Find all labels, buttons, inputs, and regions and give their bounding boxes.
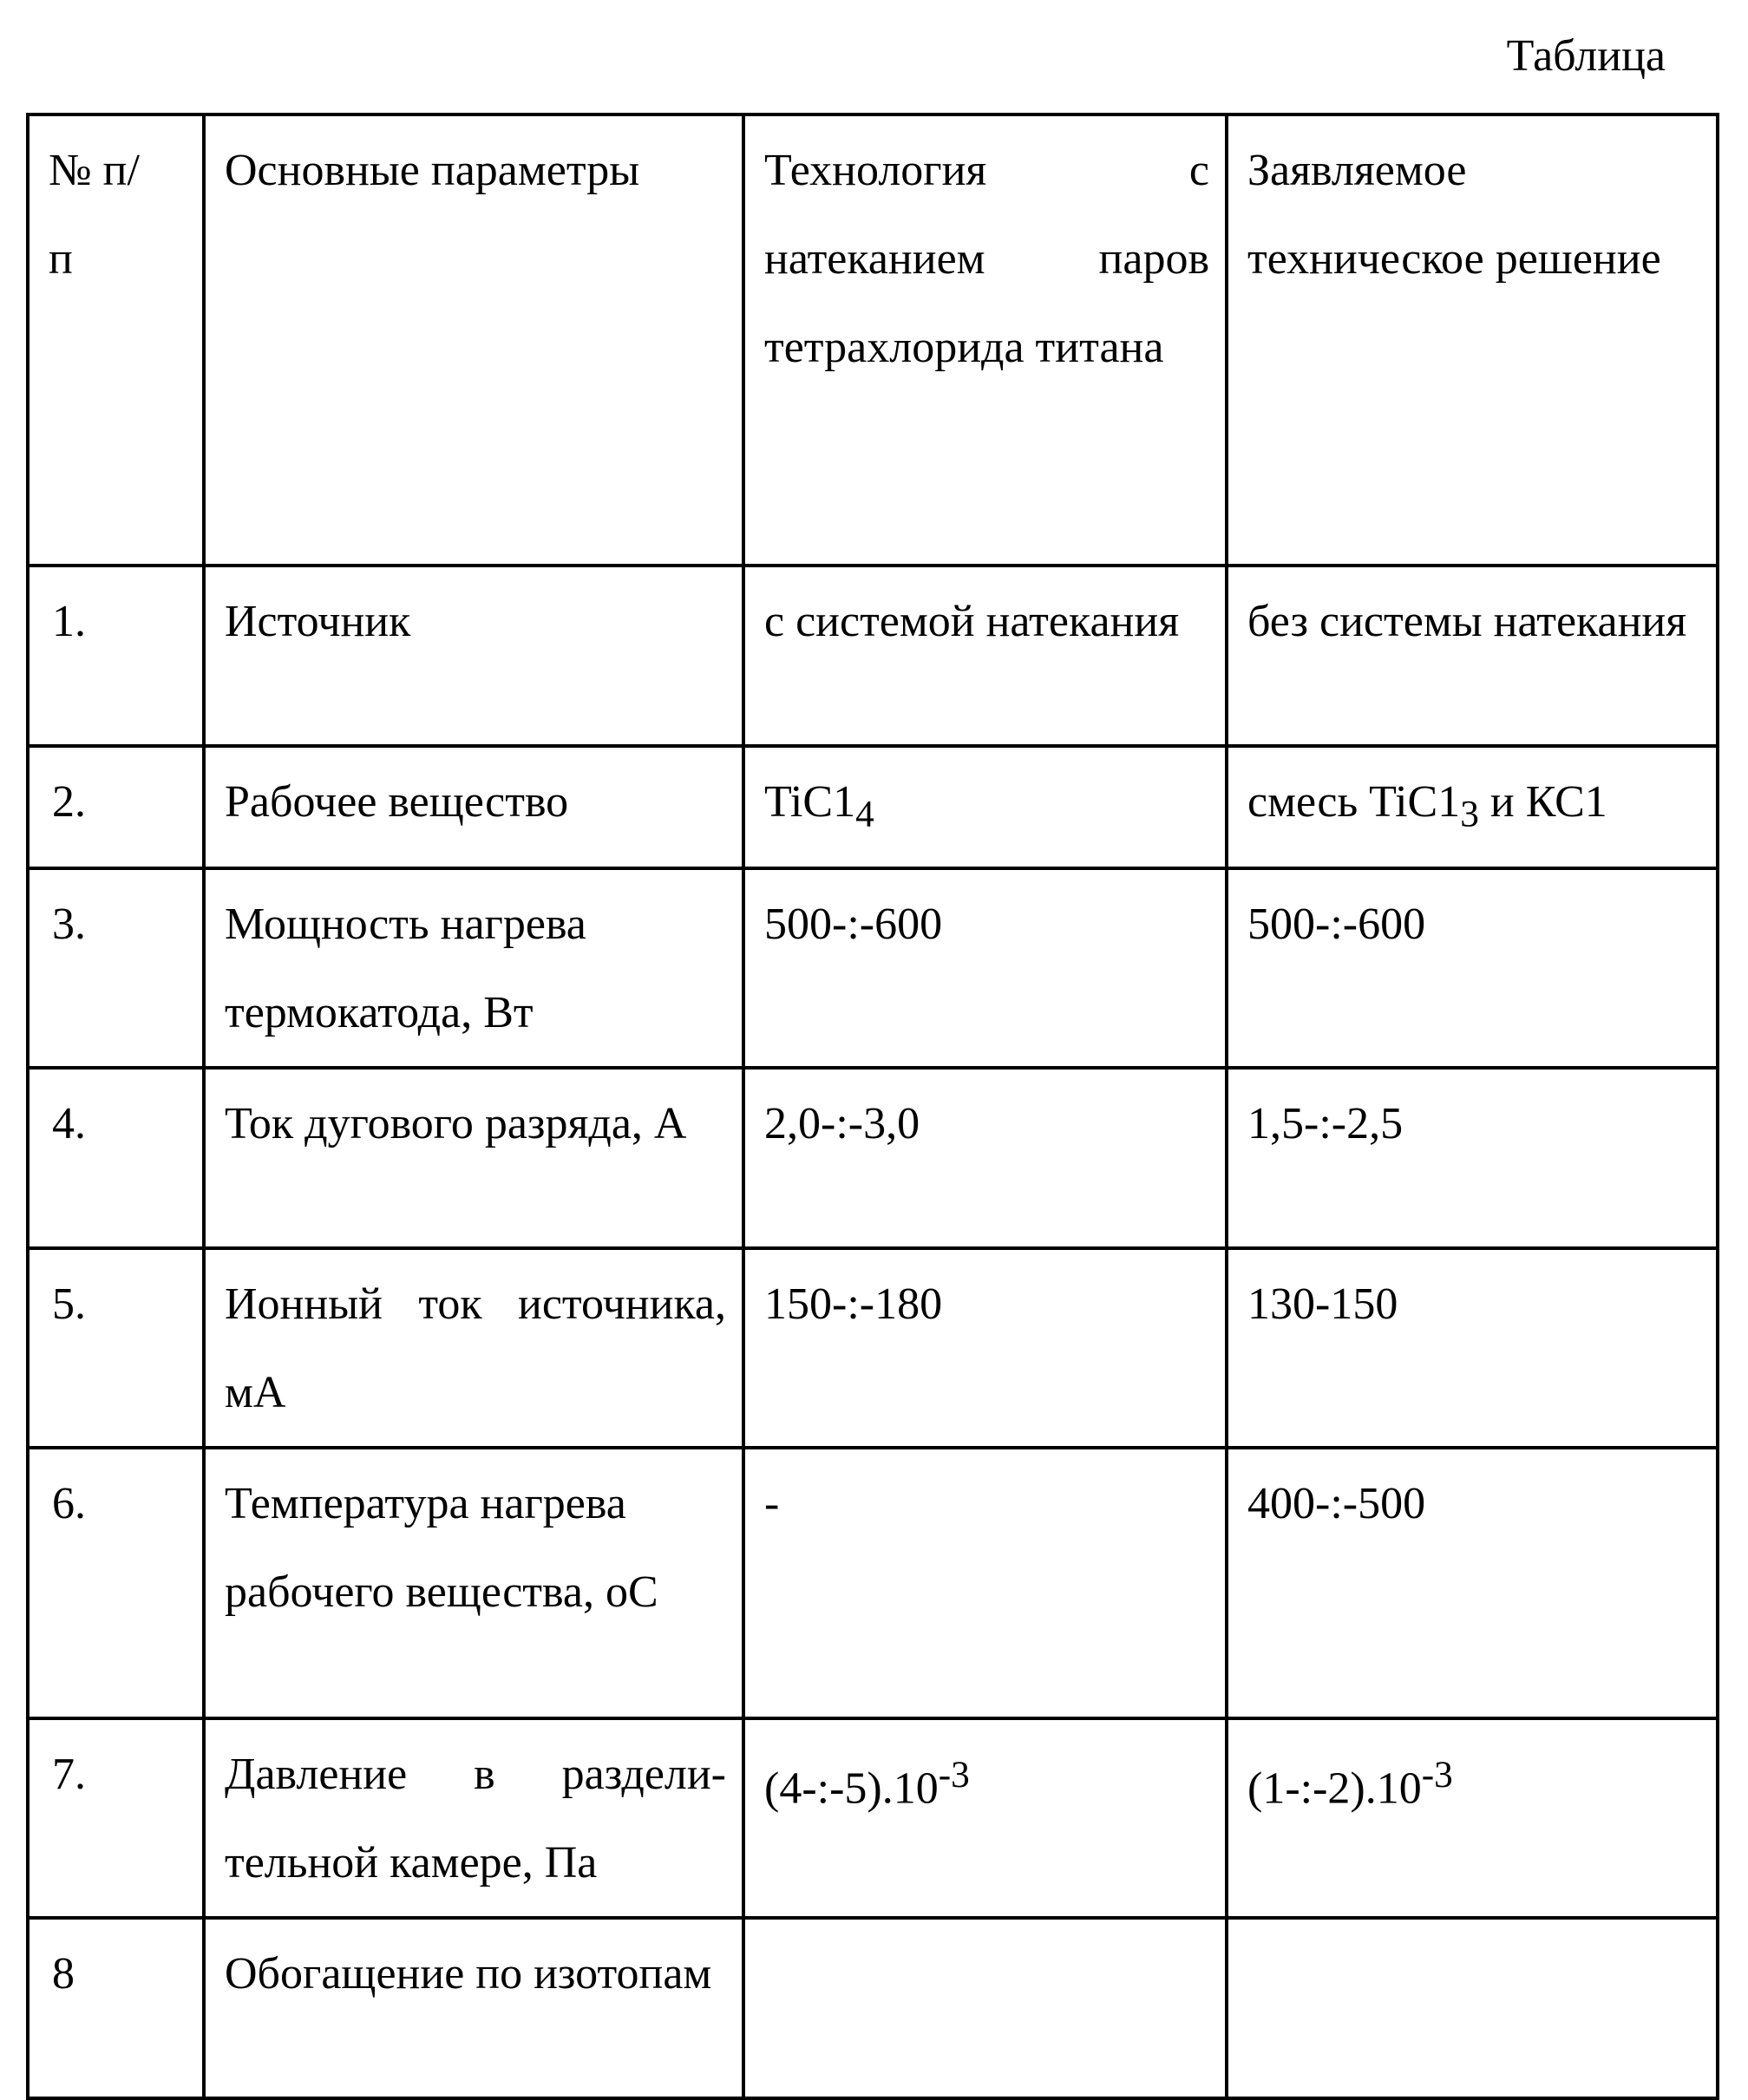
row-parameter: Температура нагрева рабочего вещества, оС — [204, 1448, 743, 1718]
row-parameter: Источник — [204, 566, 743, 746]
row-number: 6. — [28, 1448, 204, 1718]
header-row — [28, 114, 1718, 566]
formula-text: TiC1 — [764, 777, 856, 827]
row-number: 8 — [28, 1918, 204, 2098]
table-row — [28, 1248, 1718, 1448]
row-parameter: Обогащение по изотопам — [204, 1918, 743, 2098]
pressure-exponent: -3 — [1421, 1754, 1453, 1796]
row-number: 7. — [28, 1718, 204, 1918]
table-row — [28, 868, 1718, 1068]
parameters-table — [26, 113, 1719, 2100]
pressure-text: (4-:-5).10 — [764, 1763, 939, 1814]
row-claimed-value — [1227, 1718, 1718, 1918]
pressure-text: (1-:-2).10 — [1247, 1763, 1422, 1814]
formula-subscript: 3 — [1460, 793, 1479, 835]
row-parameter: Ионный ток источника, мА — [204, 1248, 743, 1448]
row-claimed-value: 1,5-:-2,5 — [1227, 1068, 1718, 1248]
formula-subscript: 4 — [855, 793, 874, 835]
header-claimed: Заявляемое техническое решение — [1227, 114, 1718, 566]
row-claimed-value: 500-:-600 — [1227, 868, 1718, 1068]
table-row — [28, 566, 1718, 746]
table-caption: Таблица — [1506, 31, 1666, 81]
row-technology-value — [743, 1718, 1227, 1918]
row-parameter: Рабочее вещество — [204, 746, 743, 868]
row-technology-value — [743, 1918, 1227, 2098]
row-number: 3. — [28, 868, 204, 1068]
table-row — [28, 1448, 1718, 1718]
table-row — [28, 746, 1718, 868]
row-technology-value — [743, 746, 1227, 868]
row-technology-value: 150-:-180 — [743, 1248, 1227, 1448]
header-technology: Технология с натеканием паров тетрахлорида титана — [743, 114, 1227, 566]
row-claimed-value — [1227, 1918, 1718, 2098]
row-claimed-value — [1227, 746, 1718, 868]
row-claimed-value: 400-:-500 — [1227, 1448, 1718, 1718]
row-number: 4. — [28, 1068, 204, 1248]
row-claimed-value: без системы натекания — [1227, 566, 1718, 746]
header-parameter: Основные параметры — [204, 114, 743, 566]
table-row — [28, 1718, 1718, 1918]
table-row — [28, 1918, 1718, 2098]
row-number: 5. — [28, 1248, 204, 1448]
formula-text: смесь TiC1 — [1247, 777, 1461, 827]
row-parameter: Ток дугового разряда, А — [204, 1068, 743, 1248]
row-parameter: Давление в раздели-тельной камере, Па — [204, 1718, 743, 1918]
formula-tail: и КС1 — [1478, 777, 1607, 827]
row-number: 2. — [28, 746, 204, 868]
pressure-exponent: -3 — [938, 1754, 970, 1796]
row-technology-value: - — [743, 1448, 1227, 1718]
row-claimed-value: 130-150 — [1227, 1248, 1718, 1448]
row-parameter: Мощность нагрева термокатода, Вт — [204, 868, 743, 1068]
row-technology-value: 500-:-600 — [743, 868, 1227, 1068]
table-row — [28, 1068, 1718, 1248]
header-number: № п/п — [28, 114, 204, 566]
row-technology-value: 2,0-:-3,0 — [743, 1068, 1227, 1248]
row-number: 1. — [28, 566, 204, 746]
row-technology-value: с системой натекания — [743, 566, 1227, 746]
